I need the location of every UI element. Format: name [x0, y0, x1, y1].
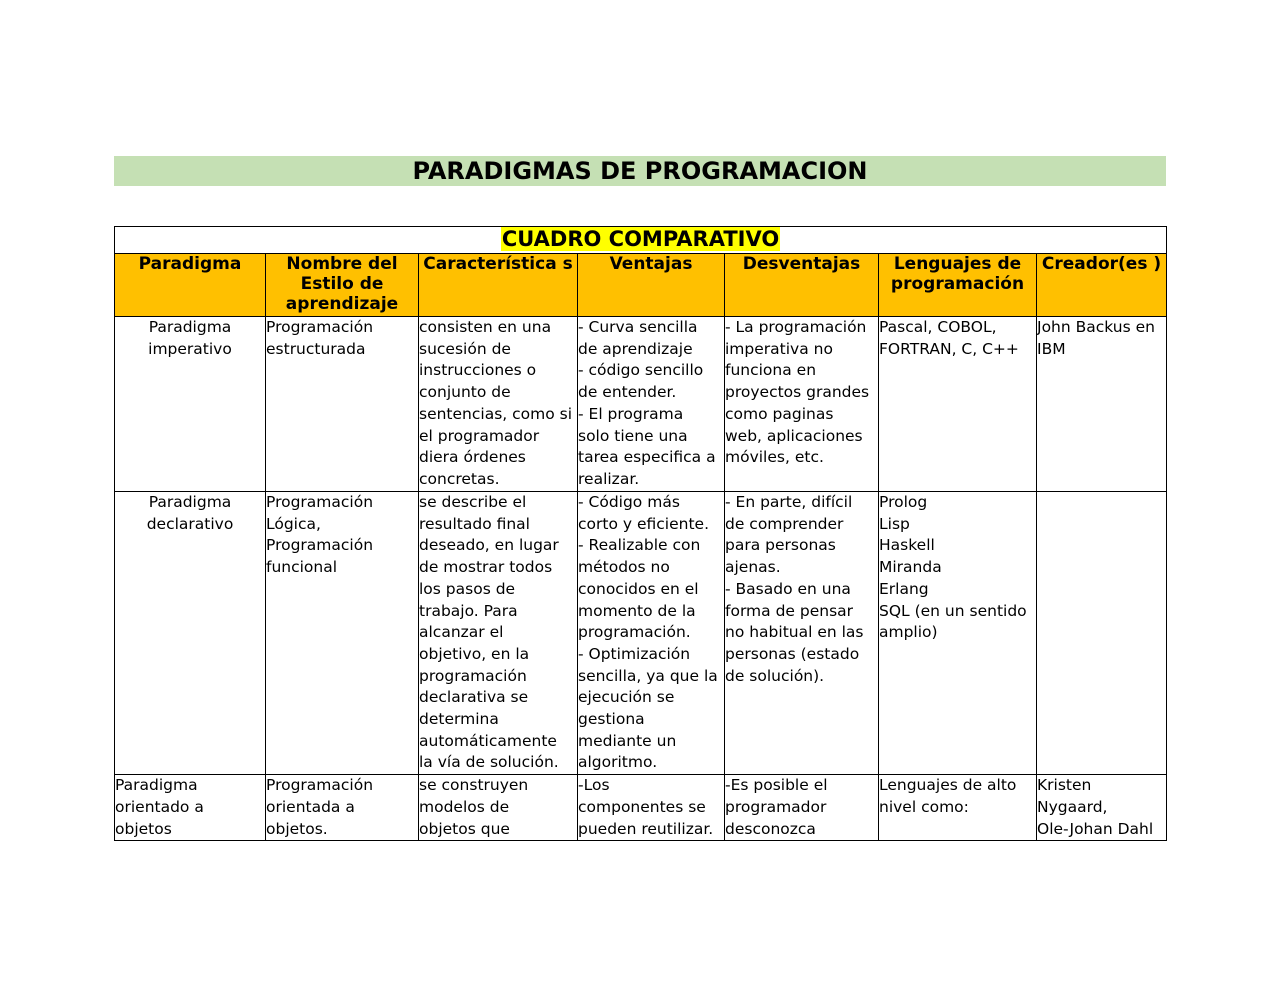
comparison-table [114, 226, 1167, 841]
cell-paradigma: Paradigma declarativo [115, 492, 266, 775]
table-row [115, 492, 1167, 775]
header-paradigma: Paradigma [115, 254, 266, 317]
cell-lenguajes: Prolog Lisp Haskell Miranda Erlang SQL (en un sentido amplio) [879, 492, 1037, 775]
table-caption: CUADRO COMPARATIVO [501, 227, 780, 251]
cell-ventajas: - Código más corto y eficiente. - Realizable con métodos no conocidos en el momento de la programación. - Optimización sencilla, ya que la ejecución se gestiona mediante un algoritmo. [578, 492, 725, 775]
cell-ventajas: - Curva sencilla de aprendizaje - código sencillo de entender. - El programa solo tiene una tarea especifica a realizar. [578, 317, 725, 492]
header-creadores: Creador(es ) [1037, 254, 1167, 317]
caption-row [115, 227, 1167, 254]
page-title: PARADIGMAS DE PROGRAMACION [114, 156, 1166, 186]
cell-desventajas: - En parte, difícil de comprender para personas ajenas. - Basado en una forma de pensar no habitual en las personas (estado de solución). [725, 492, 879, 775]
header-row [115, 254, 1167, 317]
table-caption-cell [115, 227, 1167, 254]
cell-desventajas: -Es posible el programador desconozca [725, 775, 879, 841]
table-row [115, 317, 1167, 492]
cell-lenguajes: Pascal, COBOL, FORTRAN, C, C++ [879, 317, 1037, 492]
cell-caracteristicas: consisten en una sucesión de instrucciones o conjunto de sentencias, como si el programador diera órdenes concretas. [419, 317, 578, 492]
cell-lenguajes: Lenguajes de alto nivel como: [879, 775, 1037, 841]
header-lenguajes: Lenguajes de programación [879, 254, 1037, 317]
cell-creadores [1037, 492, 1167, 775]
cell-nombre-estilo: Programación orientada a objetos. [266, 775, 419, 841]
header-caracteristicas: Característica s [419, 254, 578, 317]
cell-paradigma: Paradigma orientado a objetos [115, 775, 266, 841]
cell-nombre-estilo: Programación estructurada [266, 317, 419, 492]
cell-caracteristicas: se describe el resultado final deseado, en lugar de mostrar todos los pasos de trabajo. Para alcanzar el objetivo, en la programación declarativa se determina automáticamente la vía de solución. [419, 492, 578, 775]
header-ventajas: Ventajas [578, 254, 725, 317]
cell-caracteristicas: se construyen modelos de objetos que [419, 775, 578, 841]
header-desventajas: Desventajas [725, 254, 879, 317]
header-nombre-estilo: Nombre del Estilo de aprendizaje [266, 254, 419, 317]
cell-desventajas: - La programación imperativa no funciona en proyectos grandes como paginas web, aplicaciones móviles, etc. [725, 317, 879, 492]
cell-creadores: John Backus en IBM [1037, 317, 1167, 492]
cell-creadores: Kristen Nygaard, Ole-Johan Dahl [1037, 775, 1167, 841]
cell-ventajas: -Los componentes se pueden reutilizar. [578, 775, 725, 841]
table-row [115, 775, 1167, 841]
cell-paradigma: Paradigma imperativo [115, 317, 266, 492]
cell-nombre-estilo: Programación Lógica, Programación funcional [266, 492, 419, 775]
